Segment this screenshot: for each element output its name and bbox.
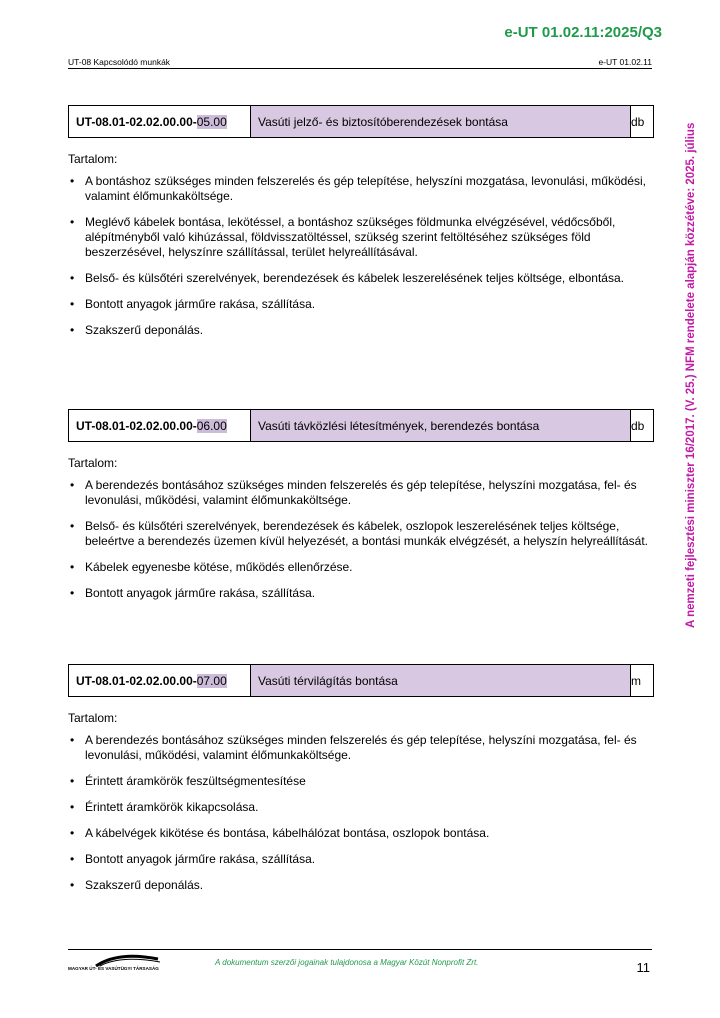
- item-code: [69, 665, 251, 696]
- list-item: • Bontott anyagok járműre rakása, szállítása.: [68, 852, 654, 867]
- header-divider: [68, 68, 652, 69]
- content-list: [68, 478, 654, 601]
- item-code: [69, 410, 251, 441]
- logo-text: MAGYAR ÚT- ÉS VASÚTÜGYI TÁRSASÁG: [68, 966, 159, 971]
- item-code-suffix: 05.00: [196, 114, 227, 129]
- list-item: • Bontott anyagok járműre rakása, szállítása.: [68, 297, 654, 312]
- item-code-prefix: UT-08.01-02.02.00.00-: [76, 418, 197, 433]
- item-header: [68, 664, 654, 697]
- list-item: • Meglévő kábelek bontása, lekötéssel, a bontáshoz szükséges földmunka elvégzésével, védőcsőből, alépítményből való kihúzással, földvisszatöltéssel, szükség szerint feltöltéséhez szükséges föld beszerzésével, helyszínre szállítással, terület helyreállításával.: [68, 215, 654, 260]
- content-list: [68, 733, 654, 893]
- item-section-06: [68, 409, 654, 612]
- organization-logo: [68, 953, 168, 975]
- item-title: Vasúti térvilágítás bontása: [251, 665, 631, 696]
- content-label: Tartalom:: [68, 456, 118, 470]
- item-section-07: [68, 664, 654, 904]
- item-code-suffix: 06.00: [196, 418, 227, 433]
- item-title: Vasúti távközlési létesítmények, berendezés bontása: [251, 410, 631, 441]
- list-item: • A kábelvégek kikötése és bontása, kábelhálózat bontása, oszlopok bontása.: [68, 826, 654, 841]
- copyright-note: A dokumentum szerzői jogainak tulajdonosa a Magyar Közút Nonprofit Zrt.: [215, 958, 479, 967]
- document-code: e-UT 01.02.11:2025/Q3: [504, 24, 662, 41]
- content-list: [68, 174, 654, 338]
- list-item: • Szakszerű deponálás.: [68, 323, 654, 338]
- header-doc-code: e-UT 01.02.11: [598, 57, 652, 67]
- content-label: Tartalom:: [68, 152, 118, 166]
- item-header: [68, 105, 654, 138]
- item-code-prefix: UT-08.01-02.02.00.00-: [76, 114, 197, 129]
- item-unit: db: [631, 114, 645, 129]
- list-item: • A bontáshoz szükséges minden felszerelés és gép telepítése, helyszíni mozgatása, levonulási, működési, valamint élőmunkaköltsége.: [68, 174, 654, 204]
- item-code-suffix: 07.00: [196, 673, 227, 688]
- item-unit: db: [631, 418, 645, 433]
- list-item: • Szakszerű deponálás.: [68, 878, 654, 893]
- item-title: Vasúti jelző- és biztosítóberendezések bontása: [251, 106, 631, 137]
- rail-arc-icon: [68, 953, 168, 967]
- item-code: [69, 106, 251, 137]
- content-label: Tartalom:: [68, 711, 118, 725]
- publication-note: A nemzeti fejlesztési miniszter 16/2017. (V. 25.) NFM rendelete alapján közzétéve: 2025. július: [685, 122, 697, 628]
- list-item: • A berendezés bontásához szükséges minden felszerelés és gép telepítése, helyszíni mozgatása, fel- és levonulási, működési, valamint élőmunkaköltsége.: [68, 478, 654, 508]
- list-item: • Belső- és külsőtéri szerelvények, berendezések és kábelek leszerelésének teljes költsége, elbontása.: [68, 271, 654, 286]
- list-item: • Érintett áramkörök feszültségmentesítése: [68, 774, 654, 789]
- list-item: • Belső- és külsőtéri szerelvények, berendezések és kábelek, oszlopok leszerelésének teljes költsége, beleértve a berendezés üzemen kívül helyezését, a bontási munkák elvégzését, a helyszín helyreállítását.: [68, 519, 654, 549]
- list-item: • Bontott anyagok járműre rakása, szállítása.: [68, 586, 654, 601]
- footer-divider: [68, 949, 652, 950]
- list-item: • A berendezés bontásához szükséges minden felszerelés és gép telepítése, helyszíni mozgatása, fel- és levonulási, működési, valamint élőmunkaköltsége.: [68, 733, 654, 763]
- item-header: [68, 409, 654, 442]
- item-code-prefix: UT-08.01-02.02.00.00-: [76, 673, 197, 688]
- item-unit: m: [631, 673, 641, 688]
- chapter-title: UT-08 Kapcsolódó munkák: [68, 57, 171, 67]
- list-item: • Kábelek egyenesbe kötése, működés ellenőrzése.: [68, 560, 654, 575]
- item-section-05: [68, 105, 654, 349]
- list-item: • Érintett áramkörök kikapcsolása.: [68, 800, 654, 815]
- page-number: 11: [636, 960, 650, 975]
